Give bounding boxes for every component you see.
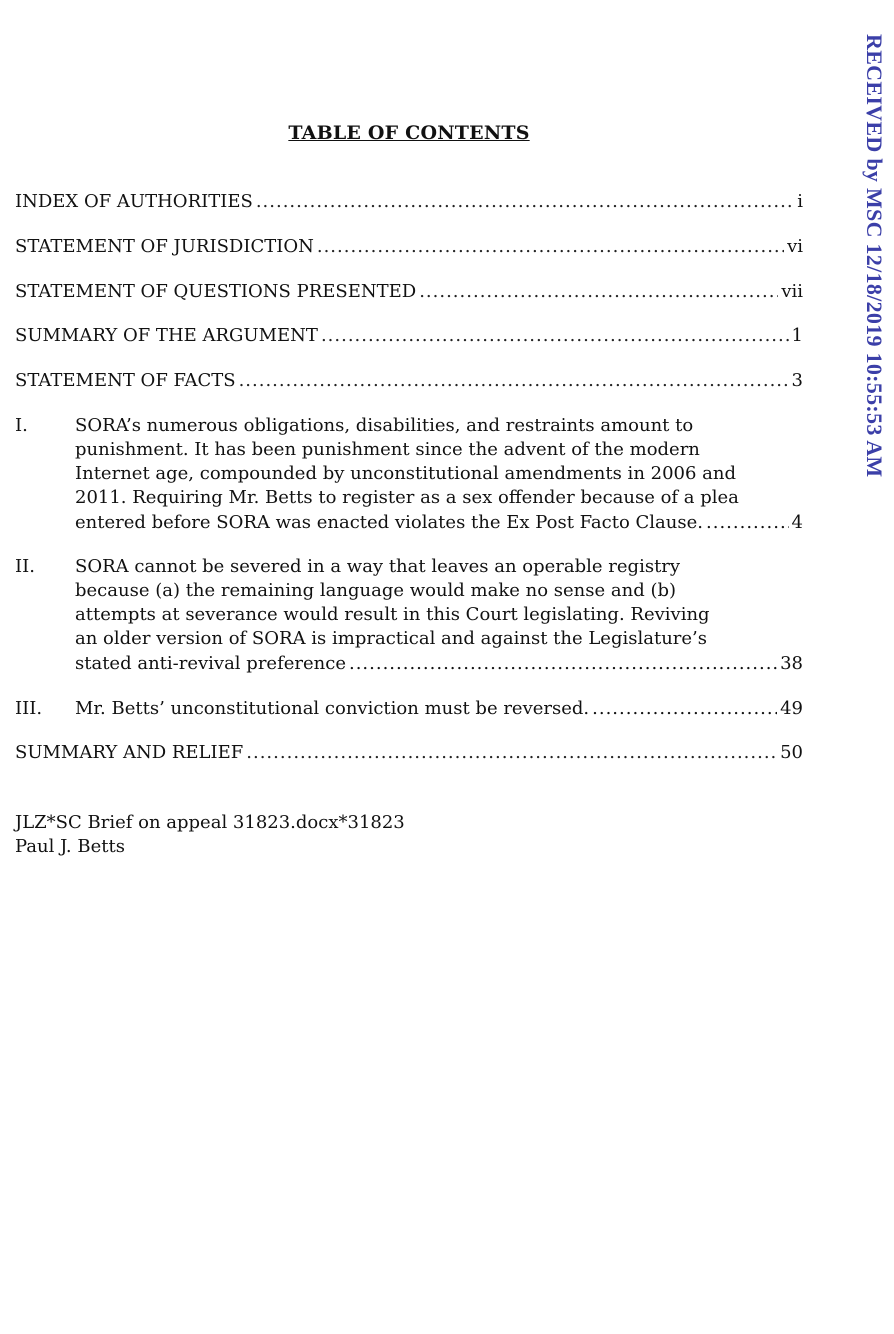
leader-dots [592,697,777,721]
section-text-line: punishment. It has been punishment since the advent of the modern [75,439,700,460]
toc-entry-statement-of-facts [15,369,803,393]
toc-page-number: 49 [780,698,803,719]
toc-page-number: vi [787,236,803,257]
toc-section-iii [15,697,803,723]
section-text-line: Internet age, compounded by unconstitutional amendments in 2006 and [75,463,737,484]
section-last-line [75,697,803,721]
leader-dots [349,652,777,676]
toc-page-number: vii [781,281,803,302]
section-text-line: stated anti-revival preference [75,653,346,674]
received-stamp: RECEIVED by MSC 12/18/2019 10:55:53 AM [862,34,887,478]
section-numeral: III. [15,698,43,719]
toc-entry-label: STATEMENT OF FACTS [15,370,236,391]
toc-entry-statement-of-jurisdiction [15,235,803,259]
toc-section-i [15,414,803,536]
footer-file-line: JLZ*SC Brief on appeal 31823.docx*31823 [15,812,405,833]
toc-page-number: 1 [791,325,803,346]
toc-section-ii [15,555,803,677]
section-numeral: II. [15,556,35,577]
section-text-line: SORA cannot be severed in a way that leaves an operable registry [75,556,681,577]
leader-dots [706,511,789,535]
toc-entry-label: SUMMARY AND RELIEF [15,742,244,763]
page-title: TABLE OF CONTENTS [288,122,530,144]
toc-entry-label: STATEMENT OF QUESTIONS PRESENTED [15,281,417,302]
toc-page-number: i [797,191,803,212]
section-last-line [75,511,803,535]
section-text-line: attempts at severance would result in this Court legislating. Reviving [75,604,710,625]
toc-entry-index-of-authorities [15,190,803,214]
leader-dots [321,324,789,348]
section-text-line: 2011. Requiring Mr. Betts to register as a sex offender because of a plea [75,487,739,508]
leader-dots [246,741,777,765]
leader-dots [317,235,784,259]
section-text-line: an older version of SORA is impractical and against the Legislature’s [75,628,708,649]
toc-page-number: 4 [791,512,803,533]
section-text-line: entered before SORA was enacted violates the Ex Post Facto Clause. [75,512,703,533]
toc-entry-questions-presented [15,280,803,304]
toc-entry-label: STATEMENT OF JURISDICTION [15,236,314,257]
toc-entry-summary-of-argument [15,324,803,348]
leader-dots [256,190,794,214]
section-text-line: SORA’s numerous obligations, disabilities, and restraints amount to [75,415,694,436]
toc-page-number: 38 [780,653,803,674]
toc-entry-summary-and-relief [15,741,803,765]
toc-entry-label: INDEX OF AUTHORITIES [15,191,253,212]
section-numeral: I. [15,415,28,436]
toc-page-number: 50 [780,742,803,763]
leader-dots [239,369,789,393]
leader-dots [419,280,778,304]
section-last-line [75,652,803,676]
section-text-line: Mr. Betts’ unconstitutional conviction must be reversed. [75,698,590,719]
footer-name-line: Paul J. Betts [15,836,125,857]
toc-page-number: 3 [791,370,803,391]
section-text-line: because (a) the remaining language would make no sense and (b) [75,580,677,601]
toc-entry-label: SUMMARY OF THE ARGUMENT [15,325,318,346]
